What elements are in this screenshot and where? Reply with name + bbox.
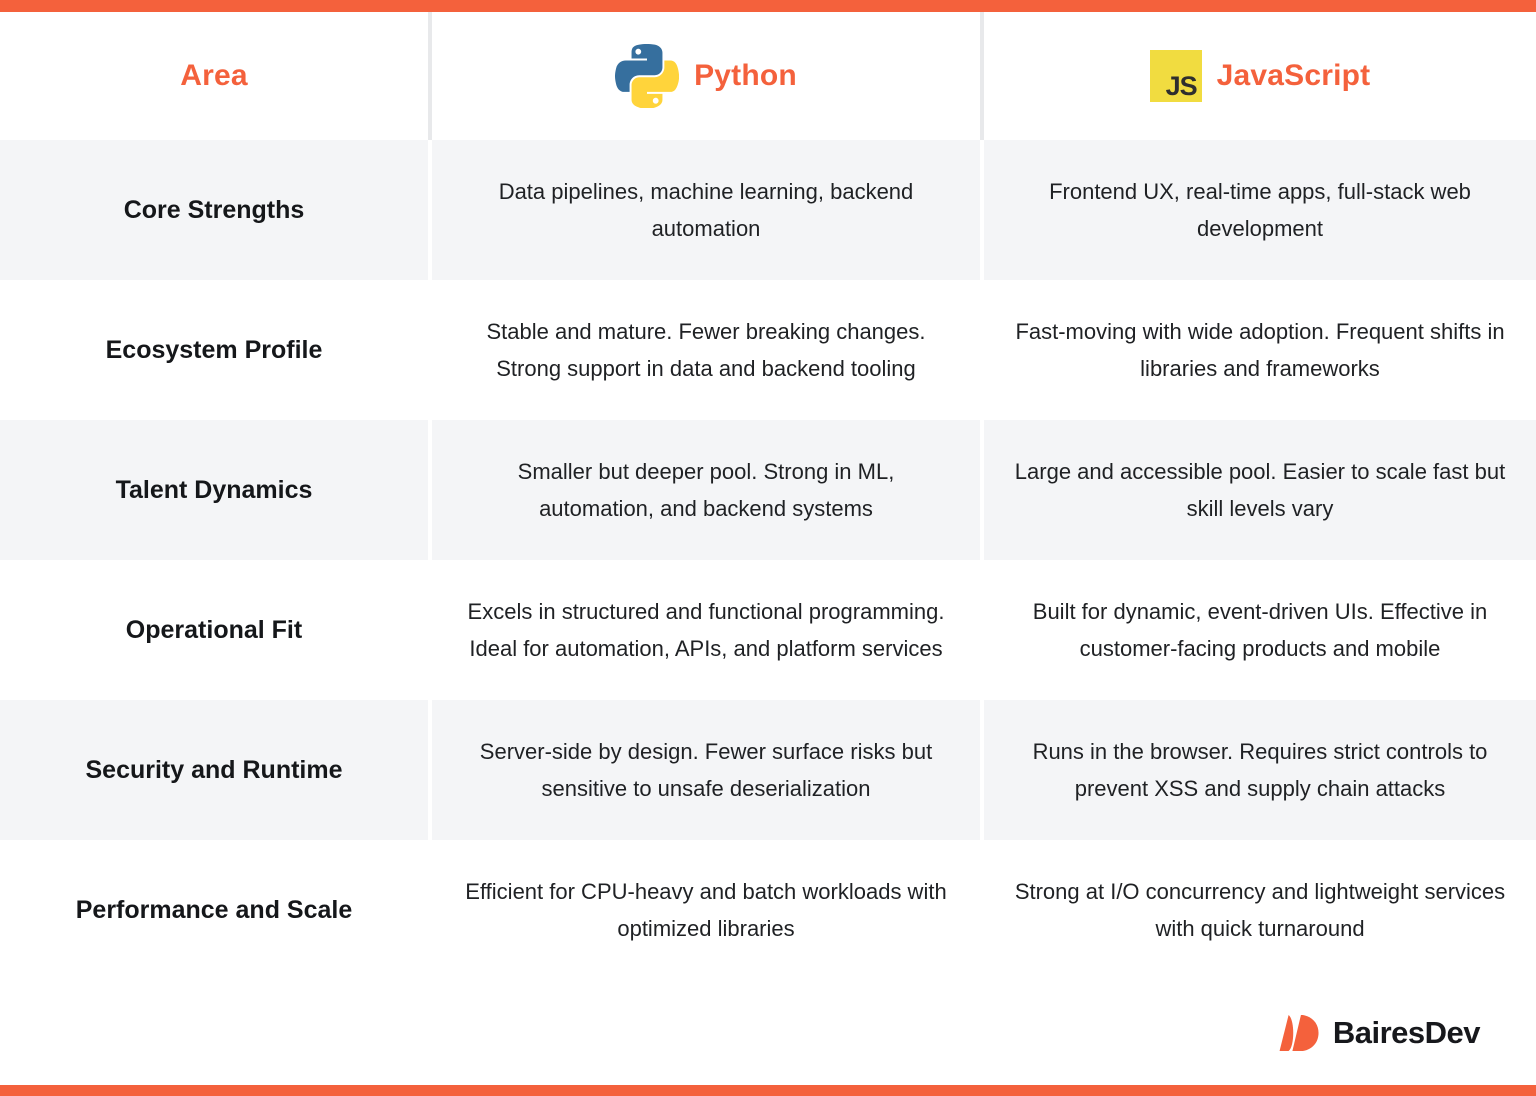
python-logo-icon <box>615 44 679 108</box>
javascript-cell-text: Fast-moving with wide adoption. Frequent shifts in libraries and frameworks <box>1015 319 1505 381</box>
javascript-cell <box>980 840 1536 980</box>
row-area-label: Talent Dynamics <box>115 475 313 504</box>
area-cell <box>0 420 428 560</box>
javascript-cell-text: Large and accessible pool. Easier to scale fast but skill levels vary <box>1014 459 1506 521</box>
python-cell <box>428 560 980 700</box>
javascript-cell-text: Runs in the browser. Requires strict controls to prevent XSS and supply chain attacks <box>1032 739 1488 801</box>
area-cell <box>0 560 428 700</box>
python-cell-text: Stable and mature. Fewer breaking changes. Strong support in data and backend tooling <box>486 319 926 381</box>
area-cell <box>0 280 428 420</box>
bairesdev-logo <box>1277 1014 1480 1052</box>
python-cell <box>428 700 980 840</box>
header-python-label: Python <box>694 59 797 92</box>
python-cell <box>428 140 980 280</box>
table-row <box>0 840 1536 980</box>
header-javascript-label: JavaScript <box>1216 59 1371 92</box>
python-cell <box>428 420 980 560</box>
python-cell-text: Excels in structured and functional programming. Ideal for automation, APIs, and platform services <box>467 599 945 661</box>
js-badge-text: JS <box>1165 71 1197 101</box>
brand-name: BairesDev <box>1332 1014 1480 1050</box>
javascript-cell-text: Built for dynamic, event-driven UIs. Effective in customer-facing products and mobile <box>1032 599 1488 661</box>
header-cell-javascript <box>980 12 1536 140</box>
table-row <box>0 420 1536 560</box>
javascript-cell <box>980 140 1536 280</box>
python-cell <box>428 280 980 420</box>
row-area-label: Security and Runtime <box>85 755 343 784</box>
javascript-cell-text: Strong at I/O concurrency and lightweight services with quick turnaround <box>1014 879 1506 941</box>
row-area-label: Ecosystem Profile <box>105 335 323 364</box>
bottom-accent-bar <box>0 1085 1536 1096</box>
area-cell <box>0 140 428 280</box>
python-cell-text: Smaller but deeper pool. Strong in ML, automation, and backend systems <box>517 459 895 521</box>
javascript-cell <box>980 280 1536 420</box>
javascript-cell <box>980 700 1536 840</box>
header-cell-area <box>0 12 428 140</box>
python-cell <box>428 840 980 980</box>
table-header-row <box>0 12 1536 140</box>
row-area-label: Core Strengths <box>123 195 305 224</box>
table-row <box>0 700 1536 840</box>
top-accent-bar <box>0 0 1536 12</box>
javascript-cell-text: Frontend UX, real-time apps, full-stack web development <box>1049 179 1471 241</box>
area-cell <box>0 840 428 980</box>
table-row <box>0 280 1536 420</box>
javascript-cell <box>980 420 1536 560</box>
python-cell-text: Data pipelines, machine learning, backend automation <box>498 179 914 241</box>
bairesdev-icon <box>1277 1014 1323 1052</box>
header-cell-python <box>428 12 980 140</box>
area-cell <box>0 700 428 840</box>
javascript-logo-icon <box>1150 50 1202 102</box>
row-area-label: Operational Fit <box>125 615 303 644</box>
table-row <box>0 560 1536 700</box>
javascript-cell <box>980 560 1536 700</box>
header-area-label: Area <box>180 59 248 92</box>
row-area-label: Performance and Scale <box>75 895 353 924</box>
python-cell-text: Efficient for CPU-heavy and batch workloads with optimized libraries <box>465 879 947 941</box>
table-row <box>0 140 1536 280</box>
footer <box>0 980 1536 1085</box>
python-cell-text: Server-side by design. Fewer surface risks but sensitive to unsafe deserialization <box>479 739 933 801</box>
